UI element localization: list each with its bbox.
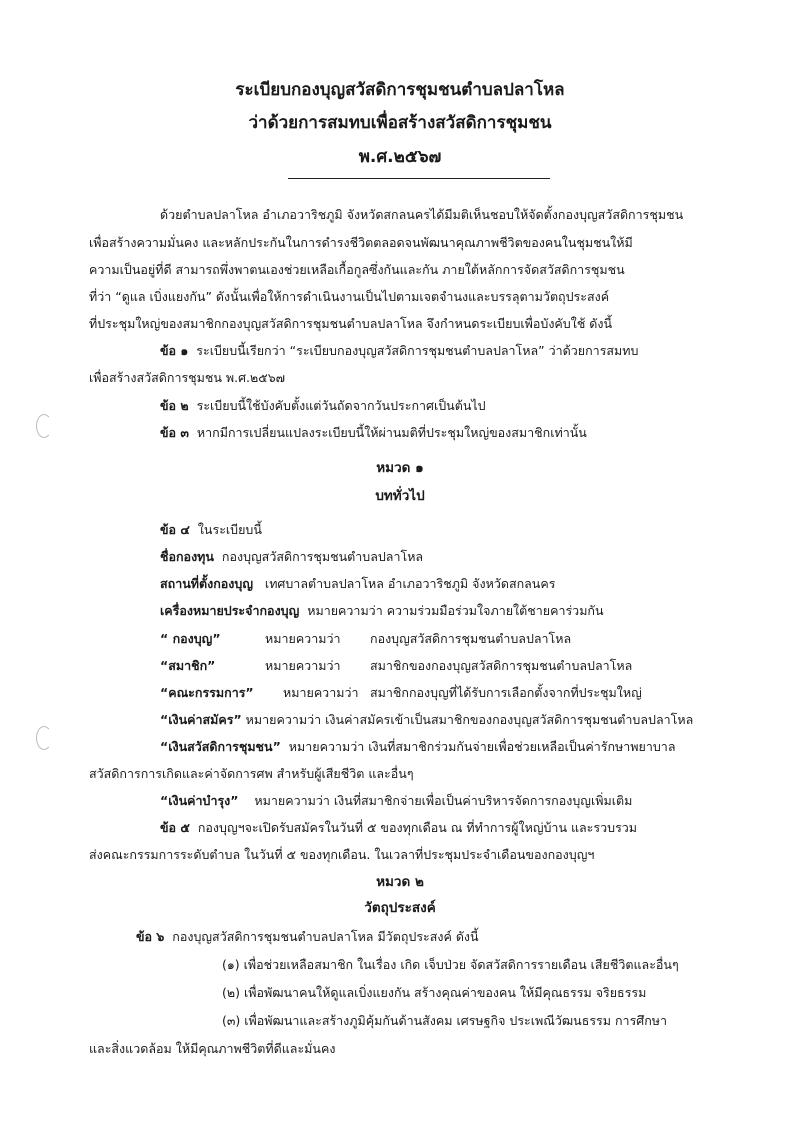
definition-term: “เงินค่าสมัคร” (160, 712, 242, 727)
definition-fee (160, 712, 693, 728)
preamble-line: ที่ว่า “ดูแล เบิ่งแยงกัน” ดังนั้นเพื่อให้การดำเนินงานเป็นไปตามเจตจำนงและบรรลุตามวัตถุประสงค์ (89, 289, 610, 304)
clause-label: ข้อ ๖ (136, 929, 165, 944)
clause-5-cont: ส่งคณะกรรมการระดับตำบล ในวันที่ ๕ ของทุกเดือน. ในเวลาที่ประชุมประจำเดือนของกองบุญฯ (89, 847, 595, 862)
clause-label: ข้อ ๓ (160, 425, 189, 440)
objective-item-cont: และสิ่งแวดล้อม ให้มีคุณภาพชีวิตที่ดีและมั่นคง (89, 1041, 336, 1056)
clause-text: ในระเบียบนี้ (197, 522, 262, 537)
definition-text: หมายความว่า เงินค่าสมัครเข้าเป็นสมาชิกของกองบุญสวัสดิการชุมชนตำบลปลาโหล (245, 712, 694, 727)
definition-welfare-cont: สวัสดิการการเกิดและค่าจัดการศพ สำหรับผู้เสียชีวิต และอื่นๆ (89, 766, 414, 781)
definition-text: กองบุญสวัสดิการชุมชนตำบลปลาโหล (221, 549, 424, 564)
document-title: ระเบียบกองบุญสวัสดิการชุมชนตำบลปลาโหล (235, 80, 565, 100)
definition-text: กองบุญสวัสดิการชุมชนตำบลปลาโหล (370, 631, 572, 646)
definition-welfare (160, 739, 676, 755)
clause-6 (136, 929, 479, 945)
definition-term: “คณะกรรมการ” (160, 685, 254, 700)
punch-hole-mark (36, 726, 52, 750)
clause-text: กองบุญสวัสดิการชุมชนตำบลปลาโหล มีวัตถุประสงค์ ดังนี้ (172, 929, 479, 944)
document-year: พ.ศ.๒๕๖๗ (358, 147, 442, 167)
definition-meaning: หมายความว่า (265, 631, 341, 646)
definition-term: เครื่องหมายประจำกองบุญ (160, 603, 300, 618)
document-subtitle: ว่าด้วยการสมทบเพื่อสร้างสวัสดิการชุมชน (248, 113, 552, 133)
definition-fund-name (160, 549, 423, 565)
clause-2 (160, 398, 486, 414)
objective-item: (๓) เพื่อพัฒนาและสร้างภูมิคุ้มกันด้านสังคม เศรษฐกิจ ประเพณีวัฒนธรรม การศึกษา (222, 1013, 668, 1028)
preamble-line: ความเป็นอยู่ที่ดี สามารถพึ่งพาตนเองช่วยเหลือเกื้อกูลซึ่งกันและกัน ภายใต้หลักการจัดสวัสดิการชุมชน (89, 262, 625, 277)
punch-hole-mark (36, 414, 52, 438)
preamble-line: ด้วยตำบลปลาโหล อำเภอวาริชภูมิ จังหวัดสกลนครได้มีมติเห็นชอบให้จัดตั้งกองบุญสวัสดิการชุมชน (160, 207, 684, 222)
definition-term: “ กองบุญ” (160, 631, 221, 646)
chapter-1-title: บททั่วไป (375, 488, 425, 504)
definition-maintenance (160, 793, 632, 809)
definition-text: หมายความว่า เงินที่สมาชิกจ่ายเพื่อเป็นค่าบริหารจัดการกองบุญเพิ่มเติม (254, 793, 633, 808)
clause-text: ระเบียบนี้ใช้บังคับตั้งแต่วันถัดจากวันประกาศเป็นต้นไป (196, 398, 486, 413)
chapter-2-heading: หมวด ๒ (376, 874, 424, 890)
preamble-line: ที่ประชุมใหญ่ของสมาชิกกองบุญสวัสดิการชุมชนตำบลปลาโหล จึงกำหนดระเบียบเพื่อบังคับใช้ ดังนี้ (89, 316, 613, 331)
definition-text: สมาชิกของกองบุญสวัสดิการชุมชนตำบลปลาโหล (370, 658, 633, 673)
clause-1-cont: เพื่อสร้างสวัสดิการชุมชน พ.ศ.๒๕๖๗ (89, 370, 286, 385)
definition-term: สถานที่ตั้งกองบุญ (160, 576, 253, 591)
definition-text: หมายความว่า ความร่วมมือร่วมใจภายใต้ชายคาร่วมกัน (307, 603, 604, 618)
clause-4 (160, 522, 262, 538)
clause-1 (160, 343, 638, 359)
definition-text: เทศบาลตำบลปลาโหล อำเภอวาริชภูมิ จังหวัดสกลนคร (264, 576, 556, 591)
definition-meaning: หมายความว่า (283, 685, 359, 700)
objective-item: (๑) เพื่อช่วยเหลือสมาชิก ในเรื่อง เกิด เจ็บป่วย จัดสวัสดิการรายเดือน เสียชีวิตและอื่นๆ (222, 957, 679, 972)
chapter-2-title: วัตถุประสงค์ (364, 900, 436, 916)
title-divider (288, 178, 550, 179)
clause-label: ข้อ ๔ (160, 522, 190, 537)
clause-3 (160, 425, 587, 441)
definition-meaning: หมายความว่า (265, 658, 341, 673)
chapter-1-heading: หมวด ๑ (376, 460, 424, 476)
definition-text: สมาชิกกองบุญที่ได้รับการเลือกตั้งจากที่ประชุมใหญ่ (370, 685, 642, 700)
definition-term: “สมาชิก” (160, 658, 216, 673)
definition-office (160, 576, 555, 592)
clause-text: ระเบียบนี้เรียกว่า “ระเบียบกองบุญสวัสดิการชุมชนตำบลปลาโหล” ว่าด้วยการสมทบ (196, 343, 639, 358)
clause-text: กองบุญฯจะเปิดรับสมัครในวันที่ ๕ ของทุกเดือน ณ ที่ทำการผู้ใหญ่บ้าน และรวบรวม (197, 820, 638, 835)
clause-text: หากมีการเปลี่ยนแปลงระเบียบนี้ให้ผ่านมติที่ประชุมใหญ่ของสมาชิกเท่านั้น (196, 425, 587, 440)
objective-item: (๒) เพื่อพัฒนาคนให้ดูแลเบิ่งแยงกัน สร้างคุณค่าของคน ให้มีคุณธรรม จริยธรรม (222, 985, 647, 1000)
definition-term: “เงินสวัสดิการชุมชน” (160, 739, 281, 754)
preamble-line: เพื่อสร้างความมั่นคง และหลักประกันในการดำรงชีวิตตลอดจนพัฒนาคุณภาพชีวิตของคนในชุมชนให้มี (89, 235, 633, 250)
clause-label: ข้อ ๕ (160, 820, 190, 835)
definition-fund (160, 631, 221, 647)
definition-logo (160, 603, 604, 619)
definition-committee (160, 685, 254, 701)
definition-term: “เงินค่าบำรุง” (160, 793, 239, 808)
clause-label: ข้อ ๑ (160, 343, 189, 358)
definition-member (160, 658, 215, 674)
clause-5 (160, 820, 637, 836)
clause-label: ข้อ ๒ (160, 398, 189, 413)
definition-term: ชื่อกองทุน (160, 549, 214, 564)
definition-text: หมายความว่า เงินที่สมาชิกร่วมกันจ่ายเพื่อช่วยเหลือเป็นค่ารักษาพยาบาล (288, 739, 676, 754)
